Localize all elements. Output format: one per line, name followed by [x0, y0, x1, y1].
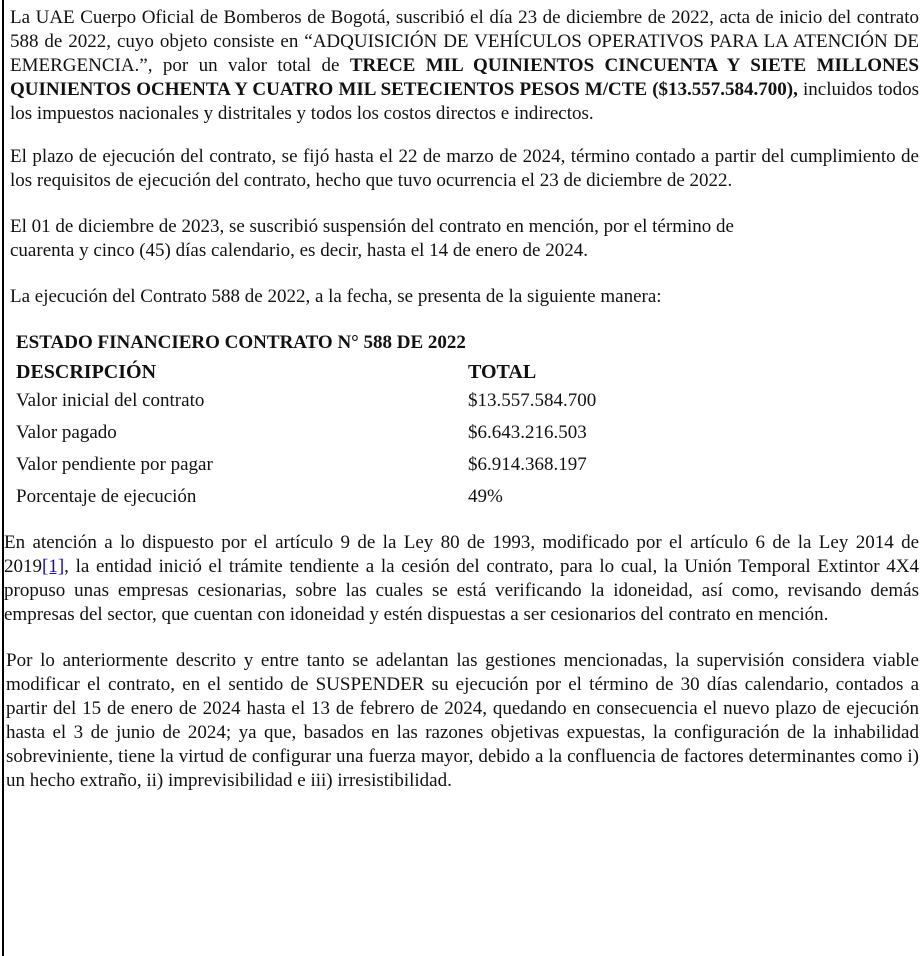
paragraph-contract-assignment: [4, 531, 919, 627]
suspension-line-1: El 01 de diciembre de 2023, se suscribió suspensión del contrato en mención, por el término de: [10, 216, 734, 237]
financial-table-header: [16, 359, 736, 385]
assignment-text-end: , la entidad inició el trámite tendiente a la cesión del contrato, para lo cual, la Unión Temporal Extintor 4X4 propuso unas empresas cesionarias, sobre las cuales se está verificando la idoneidad, así como, revisando demás empresas del sector, que cuentan con idoneidad y estén dispuestas a ser cesionarios del contrato en mención.: [4, 556, 919, 625]
row-value: $6.643.216.503: [468, 422, 587, 443]
assignment-text: En atención a lo dispuesto por el artículo 9 de la Ley 80 de 1993, modificado por el artículo 6 de la Ley 2014 de 2019: [4, 532, 919, 577]
table-row: [16, 449, 736, 481]
header-description: DESCRIPCIÓN: [16, 361, 157, 383]
row-label: Porcentaje de ejecución: [16, 486, 197, 507]
intro-text-end: incluidos todos los impuestos nacionales y distritales y todos los costos directos e indirectos.: [10, 79, 919, 124]
paragraph-suspension-justification: Por lo anteriormente descrito y entre tanto se adelantan las gestiones mencionadas, la supervisión considera viable modificar el contrato, en el sentido de SUSPENDER su ejecución por el término de 30 días calendario, contados a partir del 15 de enero de 2024 hasta el 13 de febrero de 2024, quedando en consecuencia el nuevo plazo de ejecución hasta el 3 de junio de 2024; ya que, basados en las razones objetivas expuestas, la configuración de la inhabilidad sobreviniente, tiene la virtud de configurar una fuerza mayor, debido a la confluencia de factores determinantes como i) un hecho extraño, ii) imprevisibilidad e iii) irresistibilidad.: [6, 650, 919, 791]
paragraph-suspension: [10, 215, 919, 263]
left-border-line: [2, 0, 4, 956]
suspension-line-2: cuarenta y cinco (45) días calendario, es decir, hasta el 14 de enero de 2024.: [10, 240, 588, 261]
paragraph-execution-status: La ejecución del Contrato 588 de 2022, a la fecha, se presenta de la siguiente manera:: [10, 286, 662, 307]
financial-table-title: ESTADO FINANCIERO CONTRATO N° 588 DE 2022: [16, 332, 466, 353]
table-row: [16, 417, 736, 449]
row-label: Valor inicial del contrato: [16, 390, 205, 411]
row-label: Valor pendiente por pagar: [16, 454, 213, 475]
financial-status-table: [16, 331, 736, 513]
row-value: 49%: [468, 486, 503, 507]
table-row: [16, 481, 736, 513]
paragraph-execution-term: El plazo de ejecución del contrato, se fijó hasta el 22 de marzo de 2024, término contado a partir del cumplimiento de los requisitos de ejecución del contrato, hecho que tuvo ocurrencia el 23 de diciembre de 2022.: [10, 146, 919, 191]
table-row: [16, 385, 736, 417]
row-value: $13.557.584.700: [468, 390, 597, 411]
intro-text: La UAE Cuerpo Oficial de Bomberos de Bogotá, suscribió el día 23 de diciembre de 2022, acta de inicio del contrato 588 de 2022, cuyo objeto consiste en “ADQUISICIÓN DE VEHÍCULOS OPERATIVOS PARA LA ATENCIÓN DE EMERGENCIA.”, por un valor total de: [10, 7, 919, 76]
footnote-link[interactable]: [1]: [42, 556, 65, 577]
contract-value-bold: TRECE MIL QUINIENTOS CINCUENTA Y SIETE MILLONES QUINIENTOS OCHENTA Y CUATRO MIL SETECIENTOS PESOS M/CTE ($13.557.584.700),: [10, 55, 919, 100]
row-value: $6.914.368.197: [468, 454, 587, 475]
document-body: [4, 0, 919, 793]
row-label: Valor pagado: [16, 422, 117, 443]
header-total: TOTAL: [468, 361, 537, 383]
paragraph-contract-intro: [10, 6, 919, 126]
